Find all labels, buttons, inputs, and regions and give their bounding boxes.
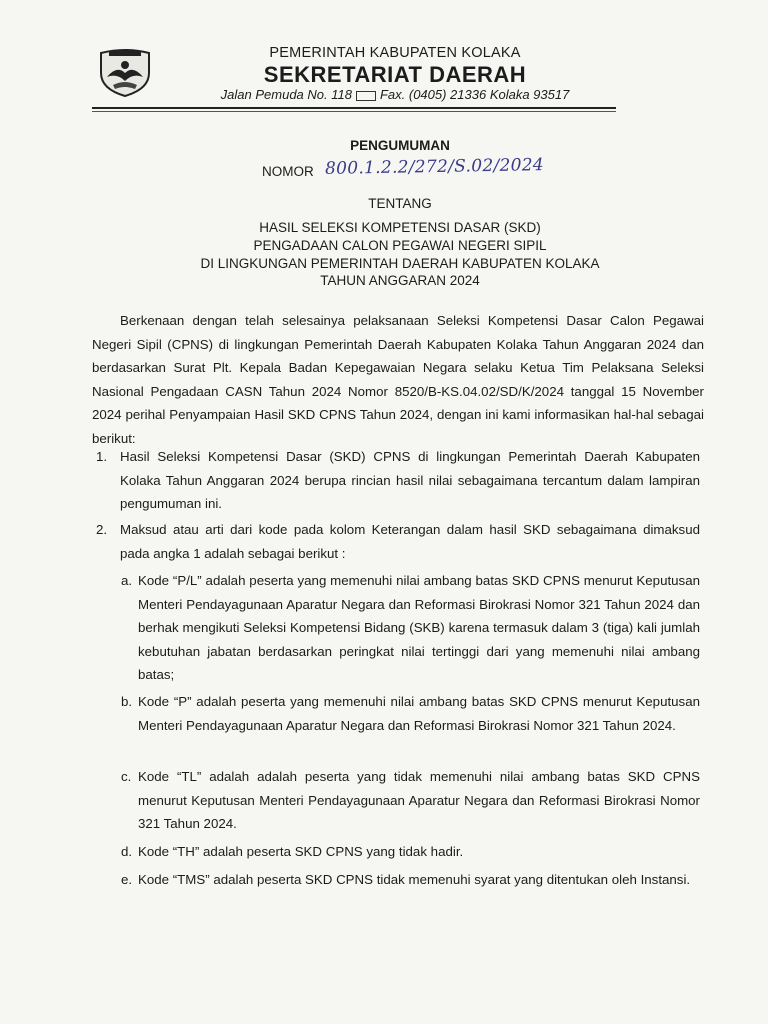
subject-line-3: DI LINGKUNGAN PEMERINTAH DAERAH KABUPATEN KOLAKA bbox=[200, 256, 600, 271]
subpoint-letter: c. bbox=[121, 769, 132, 784]
subpoint-letter: b. bbox=[121, 694, 133, 709]
subpoint-text: Kode “P” adalah peserta yang memenuhi nilai ambang batas SKD CPNS menurut Keputusan Menteri Pendayagunaan Aparatur Negara dan Reformasi Birokrasi Nomor 321 Tahun 2024. bbox=[138, 694, 700, 733]
regency-crest-icon bbox=[97, 47, 153, 97]
number-value-handwritten: 800.1.2.2/272/S.02/2024 bbox=[324, 155, 545, 179]
subpoint-letter: e. bbox=[121, 872, 133, 887]
point-number: 2. bbox=[96, 522, 108, 537]
subpoint-text: Kode “TL” adalah adalah peserta yang tidak memenuhi nilai ambang batas SKD CPNS menurut Keputusan Menteri Pendayagunaan Aparatur Negara dan Reformasi Birokrasi Nomor 321 Tahun 2024. bbox=[138, 769, 700, 832]
phone-box-icon bbox=[356, 91, 376, 101]
subpoint-text: Kode “TH” adalah peserta SKD CPNS yang tidak hadir. bbox=[138, 844, 464, 859]
intro-paragraph: Berkenaan dengan telah selesainya pelaksanaan Seleksi Kompetensi Dasar Calon Pegawai Negeri Sipil (CPNS) di lingkungan Pemerintah Daerah Kabupaten Kolaka Tahun Anggaran 2024 dan berdasarkan Surat Plt. Kepala Badan Kepegawaian Negara selaku Ketua Tim Pelaksana Seleksi Nasional Pengadaan CASN Tahun 2024 Nomor 8520/B-KS.04.02/SD/K/2024 tanggal 15 November 2024 perihal Penyampaian Hasil SKD CPNS Tahun 2024, dengan ini kami informasikan hal-hal sebagai berikut: bbox=[92, 313, 704, 446]
announcement-title: PENGUMUMAN bbox=[350, 138, 450, 153]
subject-line-1: HASIL SELEKSI KOMPETENSI DASAR (SKD) bbox=[259, 220, 541, 235]
letterhead-rule bbox=[92, 107, 616, 109]
point-number: 1. bbox=[96, 449, 108, 464]
address-street: Jalan Pemuda No. 118 bbox=[220, 87, 352, 102]
subject-line-2: PENGADAAN CALON PEGAWAI NEGERI SIPIL bbox=[253, 238, 547, 253]
point-text: Hasil Seleksi Kompetensi Dasar (SKD) CPNS di lingkungan Pemerintah Daerah Kabupaten Kolaka Tahun Anggaran 2024 berupa rincian hasil nilai sebagaimana tercantum dalam lampiran pengumuman ini. bbox=[120, 449, 700, 512]
office-name: SEKRETARIAT DAERAH bbox=[263, 62, 527, 87]
office-address bbox=[175, 87, 615, 102]
letterhead-rule-thin bbox=[92, 111, 616, 112]
subpoint-letter: a. bbox=[121, 573, 133, 588]
number-label: NOMOR bbox=[262, 164, 314, 179]
subpoint-text: Kode “TMS” adalah peserta SKD CPNS tidak memenuhi syarat yang ditentukan oleh Instansi. bbox=[138, 872, 691, 887]
subpoint-text: Kode “P/L” adalah peserta yang memenuhi nilai ambang batas SKD CPNS menurut Keputusan Menteri Pendayagunaan Aparatur Negara dan Reformasi Birokrasi Nomor 321 Tahun 2024 dan berhak mengikuti Seleksi Kompetensi Bidang (SKB) karena termasuk dalam 3 (tiga) kali jumlah kebutuhan jabatan berdasarkan peringkat nilai tertinggi dari yang memenuhi nilai ambang batas; bbox=[138, 573, 700, 683]
subject-line-4: TAHUN ANGGARAN 2024 bbox=[320, 273, 480, 288]
point-text: Maksud atau arti dari kode pada kolom Keterangan dalam hasil SKD sebagaimana dimaksud pada angka 1 adalah sebagai berikut : bbox=[120, 522, 700, 561]
address-fax: Fax. (0405) 21336 Kolaka 93517 bbox=[379, 87, 570, 102]
about-label: TENTANG bbox=[368, 196, 432, 211]
subpoint-letter: d. bbox=[121, 844, 133, 859]
government-name: PEMERINTAH KABUPATEN KOLAKA bbox=[269, 45, 521, 61]
